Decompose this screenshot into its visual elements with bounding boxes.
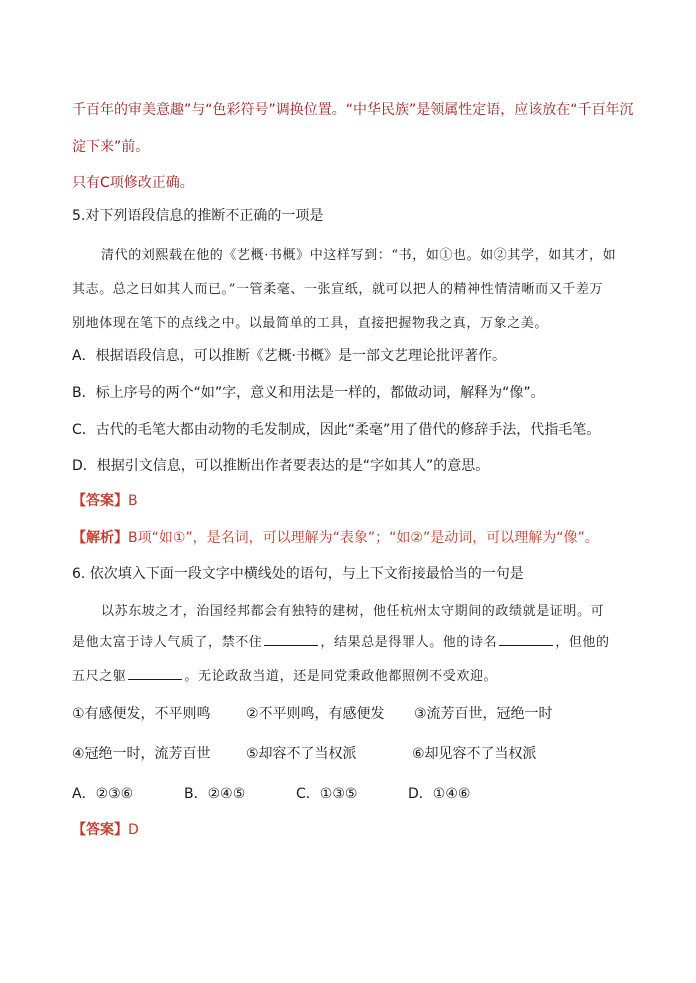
q5-option-a: A．根据语段信息，可以推断《艺概·书概》是一部文艺理论批评著作。 <box>72 348 507 364</box>
prev-analysis-line-1: 千百年的审美意趣”与“色彩符号”调换位置。“中华民族”是领属性定语，应该放在“千百年沉 <box>72 102 634 118</box>
q5-analysis <box>72 528 599 548</box>
q6-option-c: C．①③⑤ <box>296 786 358 802</box>
prev-conclusion: 只有C项修改正确。 <box>72 175 194 191</box>
q6-stem: 6. 依次填入下面一段文字中横线处的语句，与上下文衔接最恰当的一句是 <box>72 566 524 582</box>
q6-answer-value: D <box>128 822 139 838</box>
q5-stem: 5.对下列语段信息的推断不正确的一项是 <box>72 208 324 224</box>
q6-option-d: D．①④⑥ <box>408 786 471 802</box>
q6-passage-3a: 五尺之躯 <box>72 669 127 684</box>
q6-passage-2c: ，但他的 <box>555 635 610 650</box>
q5-option-b: B．标上序号的两个“如”字，意义和用法是一样的，都做动词，解释为“像”。 <box>72 385 545 401</box>
q6-passage-line-2 <box>72 631 610 653</box>
q5-answer-value: B <box>128 493 138 509</box>
prev-analysis-line-2: 淀下来”前。 <box>72 139 150 155</box>
q6-passage-line-1: 以苏东坡之才，治国经邦都会有独特的建树，他任杭州太守期间的政绩就是证明。可 <box>101 604 605 619</box>
q5-option-d: D．根据引文信息，可以推断出作者要表达的是“字如其人”的意思。 <box>72 458 490 474</box>
q6-choice-6: ⑥却见容不了当权派 <box>412 746 537 762</box>
q6-choices-row-1 <box>72 704 553 724</box>
q6-choice-4: ④冠绝一时，流芳百世 <box>72 746 211 762</box>
q5-passage-line-2: 其志。总之曰如其人而已。”一管柔毫、一张宣纸，就可以把人的精神性情清晰而又千差万 <box>72 282 604 297</box>
q6-choices-row-2 <box>72 744 537 764</box>
fill-blank-2 <box>499 631 553 646</box>
q6-option-a: A．②③⑥ <box>72 786 134 802</box>
q5-answer-tag: 【答案】 <box>72 493 128 509</box>
q5-passage-line-3: 别地体现在笔下的点线之中。以最简单的工具，直接把握物我之真，万象之美。 <box>72 316 549 331</box>
q6-choice-2: ②不平则鸣，有感便发 <box>246 706 385 722</box>
q6-passage-2a: 是他太富于诗人气质了，禁不住 <box>72 635 263 650</box>
q5-option-c: C．古代的毛笔大都由动物的毛发制成，因此“柔毫”用了借代的修辞手法，代指毛笔。 <box>72 422 601 438</box>
q6-options <box>72 784 470 804</box>
q6-passage-3b: 。无论政敌当道，还是同党秉政他都照例不受欢迎。 <box>184 669 498 684</box>
fill-blank-3 <box>128 665 182 680</box>
q5-passage-line-1: 清代的刘熙载在他的《艺概·书概》中这样写到：“书，如①也。如②其学，如其才，如 <box>101 248 617 263</box>
q5-analysis-tag: 【解析】 <box>72 530 128 546</box>
fill-blank-1 <box>264 631 318 646</box>
q6-choice-5: ⑤却容不了当权派 <box>246 746 357 762</box>
q5-answer <box>72 491 138 511</box>
q6-choice-1: ①有感便发，不平则鸣 <box>72 706 211 722</box>
q6-option-b: B．②④⑤ <box>184 786 246 802</box>
q6-choice-3: ③流芳百世，冠绝一时 <box>414 706 553 722</box>
q6-answer <box>72 820 139 840</box>
q6-answer-tag: 【答案】 <box>72 822 128 838</box>
q5-analysis-text: B项“如①”，是名词，可以理解为“表象”；“如②”是动词，可以理解为“像”。 <box>128 530 599 546</box>
q6-passage-line-3 <box>72 665 497 687</box>
q6-passage-2b: ，结果总是得罪人。他的诗名 <box>320 635 498 650</box>
